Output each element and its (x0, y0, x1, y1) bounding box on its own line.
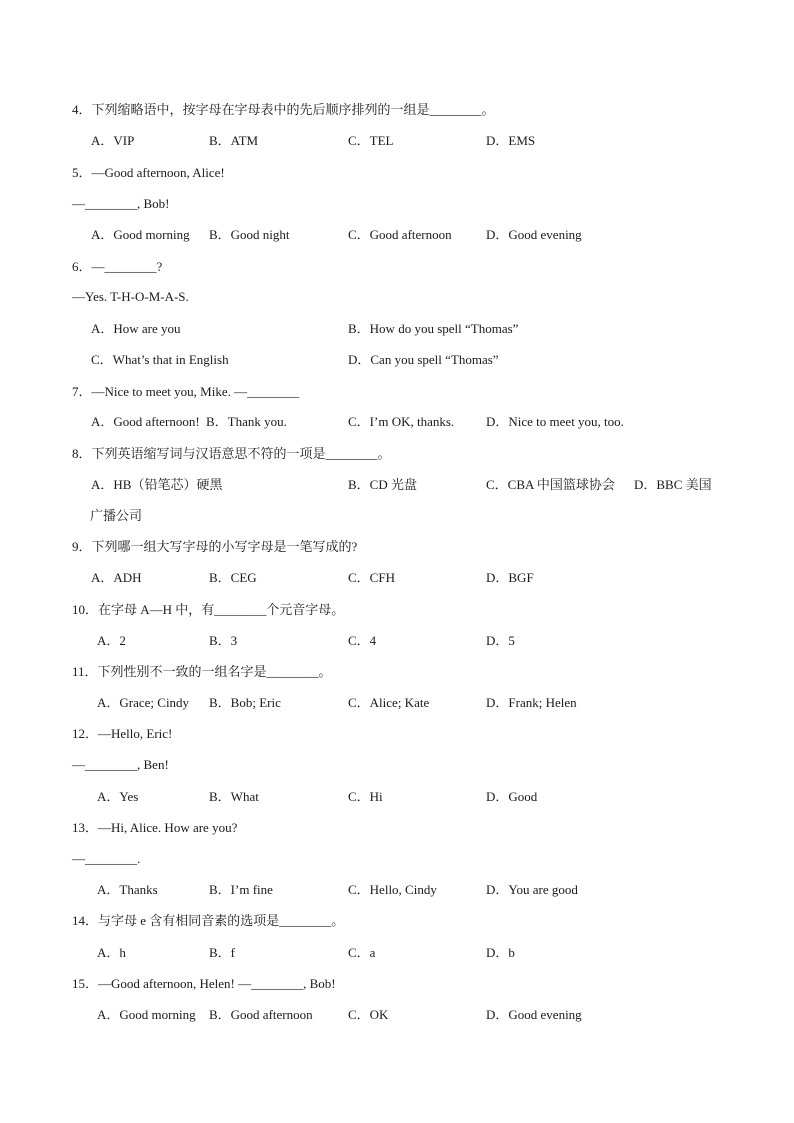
option-a[interactable]: A．HB（铅笔芯）硬黑 (91, 477, 223, 492)
option-a[interactable]: A．How are you (91, 321, 181, 336)
question-5-options (0, 225, 794, 245)
question-6-reply (0, 287, 794, 307)
option-d[interactable]: D．5 (486, 633, 515, 648)
option-d[interactable]: D．Can you spell “Thomas” (348, 352, 499, 367)
question-8-options-cont (0, 506, 794, 526)
question-stem: 12．—Hello, Eric! (72, 726, 173, 741)
option-b[interactable]: B．How do you spell “Thomas” (348, 321, 519, 336)
option-d-continuation: 广播公司 (90, 508, 143, 523)
question-7 (0, 382, 794, 402)
question-stem: 5．—Good afternoon, Alice! (72, 165, 225, 180)
option-c[interactable]: C．CFH (348, 570, 395, 585)
option-d[interactable]: D．b (486, 945, 515, 960)
question-5-reply (0, 194, 794, 214)
option-d[interactable]: D．Nice to meet you, too. (486, 414, 624, 429)
option-b[interactable]: B．CEG (209, 570, 257, 585)
option-a[interactable]: A．Good morning (97, 1007, 196, 1022)
question-13-options (0, 880, 794, 900)
option-b[interactable]: B．f (209, 945, 236, 960)
question-stem: 8．下列英语缩写词与汉语意思不符的一项是________。 (72, 446, 391, 461)
option-c[interactable]: C．TEL (348, 133, 394, 148)
option-d[interactable]: D．Frank; Helen (486, 695, 577, 710)
option-d[interactable]: D．Good evening (486, 227, 582, 242)
option-b[interactable]: B．Thank you. (206, 414, 287, 429)
option-d[interactable]: D．Good (486, 789, 538, 804)
question-5 (0, 163, 794, 183)
option-a[interactable]: A．VIP (91, 133, 135, 148)
question-7-options (0, 412, 794, 432)
option-d[interactable]: D．Good evening (486, 1007, 582, 1022)
option-b[interactable]: B．What (209, 789, 259, 804)
question-4 (0, 100, 794, 120)
option-a[interactable]: A．ADH (91, 570, 142, 585)
dialogue-reply: —Yes. T-H-O-M-A-S. (72, 289, 189, 304)
dialogue-reply: —________, Bob! (72, 196, 170, 211)
question-stem: 15．—Good afternoon, Helen! —________, Bob! (72, 976, 336, 991)
option-c[interactable]: C．4 (348, 633, 377, 648)
option-a[interactable]: A．Good morning (91, 227, 190, 242)
question-8 (0, 444, 794, 464)
dialogue-reply: —________, Ben! (72, 757, 169, 772)
option-b[interactable]: B．3 (209, 633, 238, 648)
question-14-options (0, 943, 794, 963)
option-c[interactable]: C．Alice; Kate (348, 695, 430, 710)
question-11 (0, 662, 794, 682)
option-b[interactable]: B．Good night (209, 227, 290, 242)
question-15-options (0, 1005, 794, 1025)
option-a[interactable]: A．2 (97, 633, 126, 648)
question-8-options (0, 475, 794, 495)
question-12-reply (0, 755, 794, 775)
option-c[interactable]: C．What’s that in English (91, 352, 229, 367)
option-d[interactable]: D．You are good (486, 882, 578, 897)
question-13-reply (0, 849, 794, 869)
option-c[interactable]: C．a (348, 945, 376, 960)
question-11-options (0, 693, 794, 713)
question-stem: 11．下列性别不一致的一组名字是________。 (72, 664, 332, 679)
option-c[interactable]: C．I’m OK, thanks. (348, 414, 455, 429)
dialogue-reply: —________. (72, 851, 141, 866)
option-b[interactable]: B．ATM (209, 133, 259, 148)
question-stem: 10．在字母 A—H 中，有________个元音字母。 (72, 602, 345, 617)
question-6-options-row2 (0, 350, 794, 370)
option-b[interactable]: B．Bob; Eric (209, 695, 281, 710)
option-a[interactable]: A．Grace; Cindy (97, 695, 190, 710)
option-c[interactable]: C．Hello, Cindy (348, 882, 437, 897)
question-stem: 4．下列缩略语中，按字母在字母表中的先后顺序排列的一组是________。 (72, 102, 495, 117)
option-a[interactable]: A．Thanks (97, 882, 158, 897)
option-a[interactable]: A．Yes (97, 789, 139, 804)
question-stem: 7．—Nice to meet you, Mike. —________ (72, 384, 300, 399)
option-c[interactable]: C．CBA 中国篮球协会 (486, 477, 615, 492)
question-9-options (0, 568, 794, 588)
question-4-options (0, 131, 794, 151)
option-d[interactable]: D．EMS (486, 133, 536, 148)
option-c[interactable]: C．Good afternoon (348, 227, 452, 242)
option-a[interactable]: A．h (97, 945, 126, 960)
question-13 (0, 818, 794, 838)
option-a[interactable]: A．Good afternoon! (91, 414, 200, 429)
question-15 (0, 974, 794, 994)
question-12-options (0, 787, 794, 807)
question-stem: 14．与字母 e 含有相同音素的选项是________。 (72, 913, 345, 928)
question-14 (0, 911, 794, 931)
question-6-options-row1 (0, 319, 794, 339)
option-d[interactable]: D．BGF (486, 570, 534, 585)
question-10-options (0, 631, 794, 651)
question-12 (0, 724, 794, 744)
option-c[interactable]: C．Hi (348, 789, 383, 804)
option-b[interactable]: B．I’m fine (209, 882, 273, 897)
question-9 (0, 537, 794, 557)
question-stem: 13．—Hi, Alice. How are you? (72, 820, 238, 835)
question-10 (0, 600, 794, 620)
question-6 (0, 257, 794, 277)
option-c[interactable]: C．OK (348, 1007, 389, 1022)
question-stem: 9．下列哪一组大写字母的小写字母是一笔写成的? (72, 539, 358, 554)
question-stem: 6．—________? (72, 259, 163, 274)
option-b[interactable]: B．Good afternoon (209, 1007, 313, 1022)
option-b[interactable]: B．CD 光盘 (348, 477, 417, 492)
option-d[interactable]: D．BBC 美国 (634, 477, 712, 492)
